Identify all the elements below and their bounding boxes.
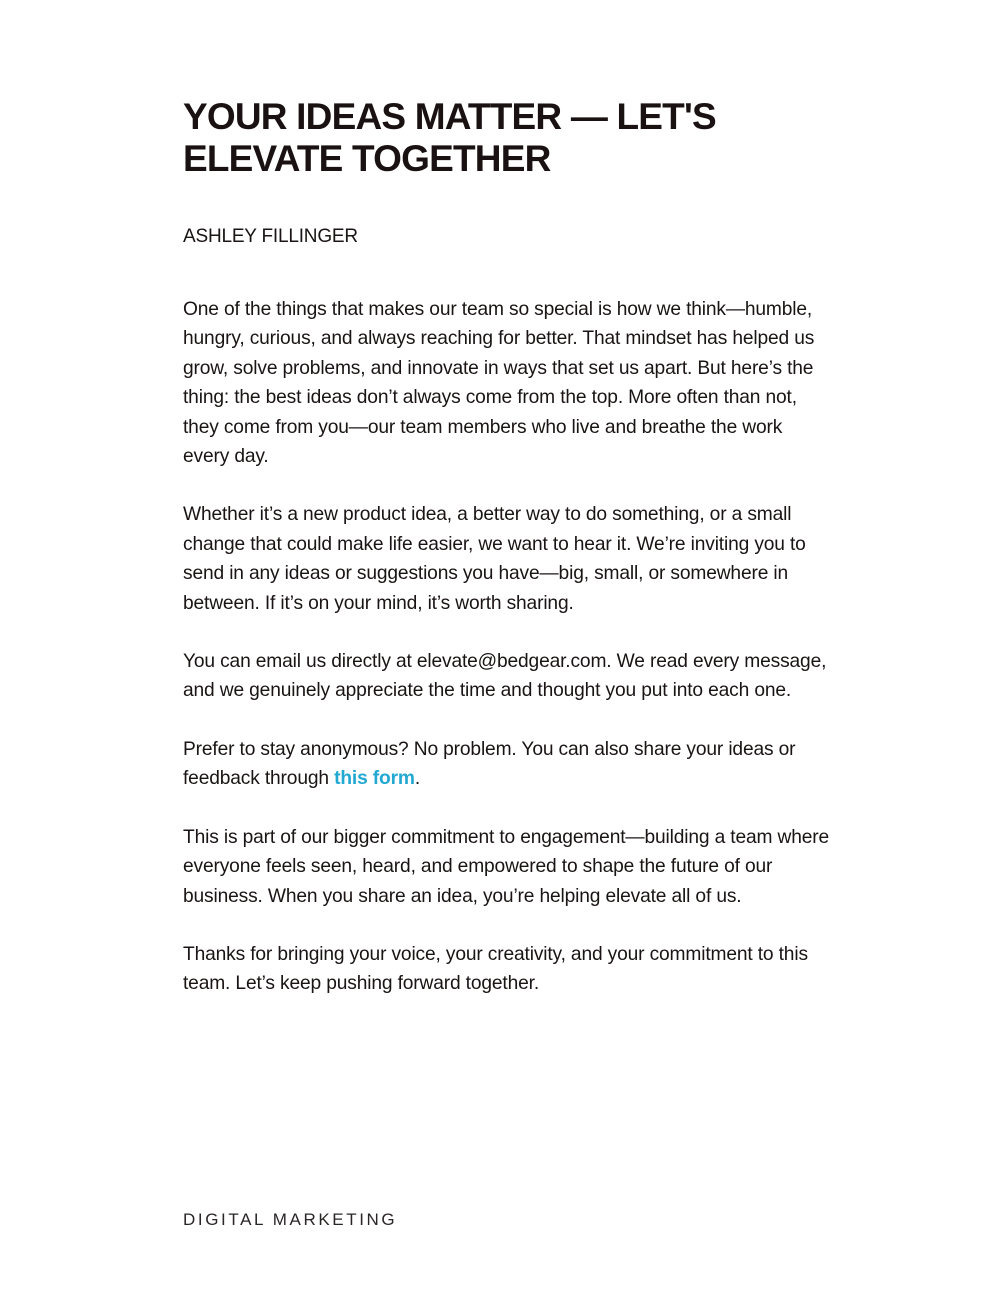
paragraph-thanks: Thanks for bringing your voice, your creativity, and your commitment to this team. Let’s keep pushing forward together. (183, 943, 808, 995)
paragraph-email: You can email us directly at elevate@bedgear.com. We read every message, and we genuinely appreciate the time and thought you put into each one. (183, 651, 827, 702)
footer-section-label: DIGITAL MARKETING (183, 1210, 398, 1229)
paragraph-intro: One of the things that makes our team so special is how we think—humble, hungry, curious, and always reaching for better. That mindset has helped us grow, solve problems, and innovate in ways that set us apart. But here’s the thing: the best ideas don’t always come from the top. More often than not, they come from you—our team members who live and breathe the work every day. (183, 299, 815, 468)
anonymous-text: Prefer to stay anonymous? No problem. You can also share your ideas or feedback through (183, 738, 796, 790)
page-title-line-1: YOUR IDEAS MATTER — LET'S (183, 96, 716, 137)
page-title (183, 96, 833, 180)
paragraph-anonymous (183, 735, 833, 794)
article-body (183, 295, 833, 999)
paragraph-invitation: Whether it’s a new product idea, a better way to do something, or a small change that could make life easier, we want to hear it. We’re inviting you to send in any ideas or suggestions you have—big, small, or somewhere in between. If it’s on your mind, it’s worth sharing. (183, 504, 806, 614)
article (183, 96, 833, 1028)
page-title-line-2: ELEVATE TOGETHER (183, 138, 551, 179)
paragraph-commitment: This is part of our bigger commitment to engagement—building a team where everyone feels seen, heard, and empowered to shape the future of our business. When you share an idea, you’re helping elevate all of us. (183, 826, 830, 907)
author-byline: ASHLEY FILLINGER (183, 226, 358, 247)
feedback-form-link[interactable]: this form (334, 768, 415, 790)
anonymous-text-end: . (414, 768, 420, 790)
